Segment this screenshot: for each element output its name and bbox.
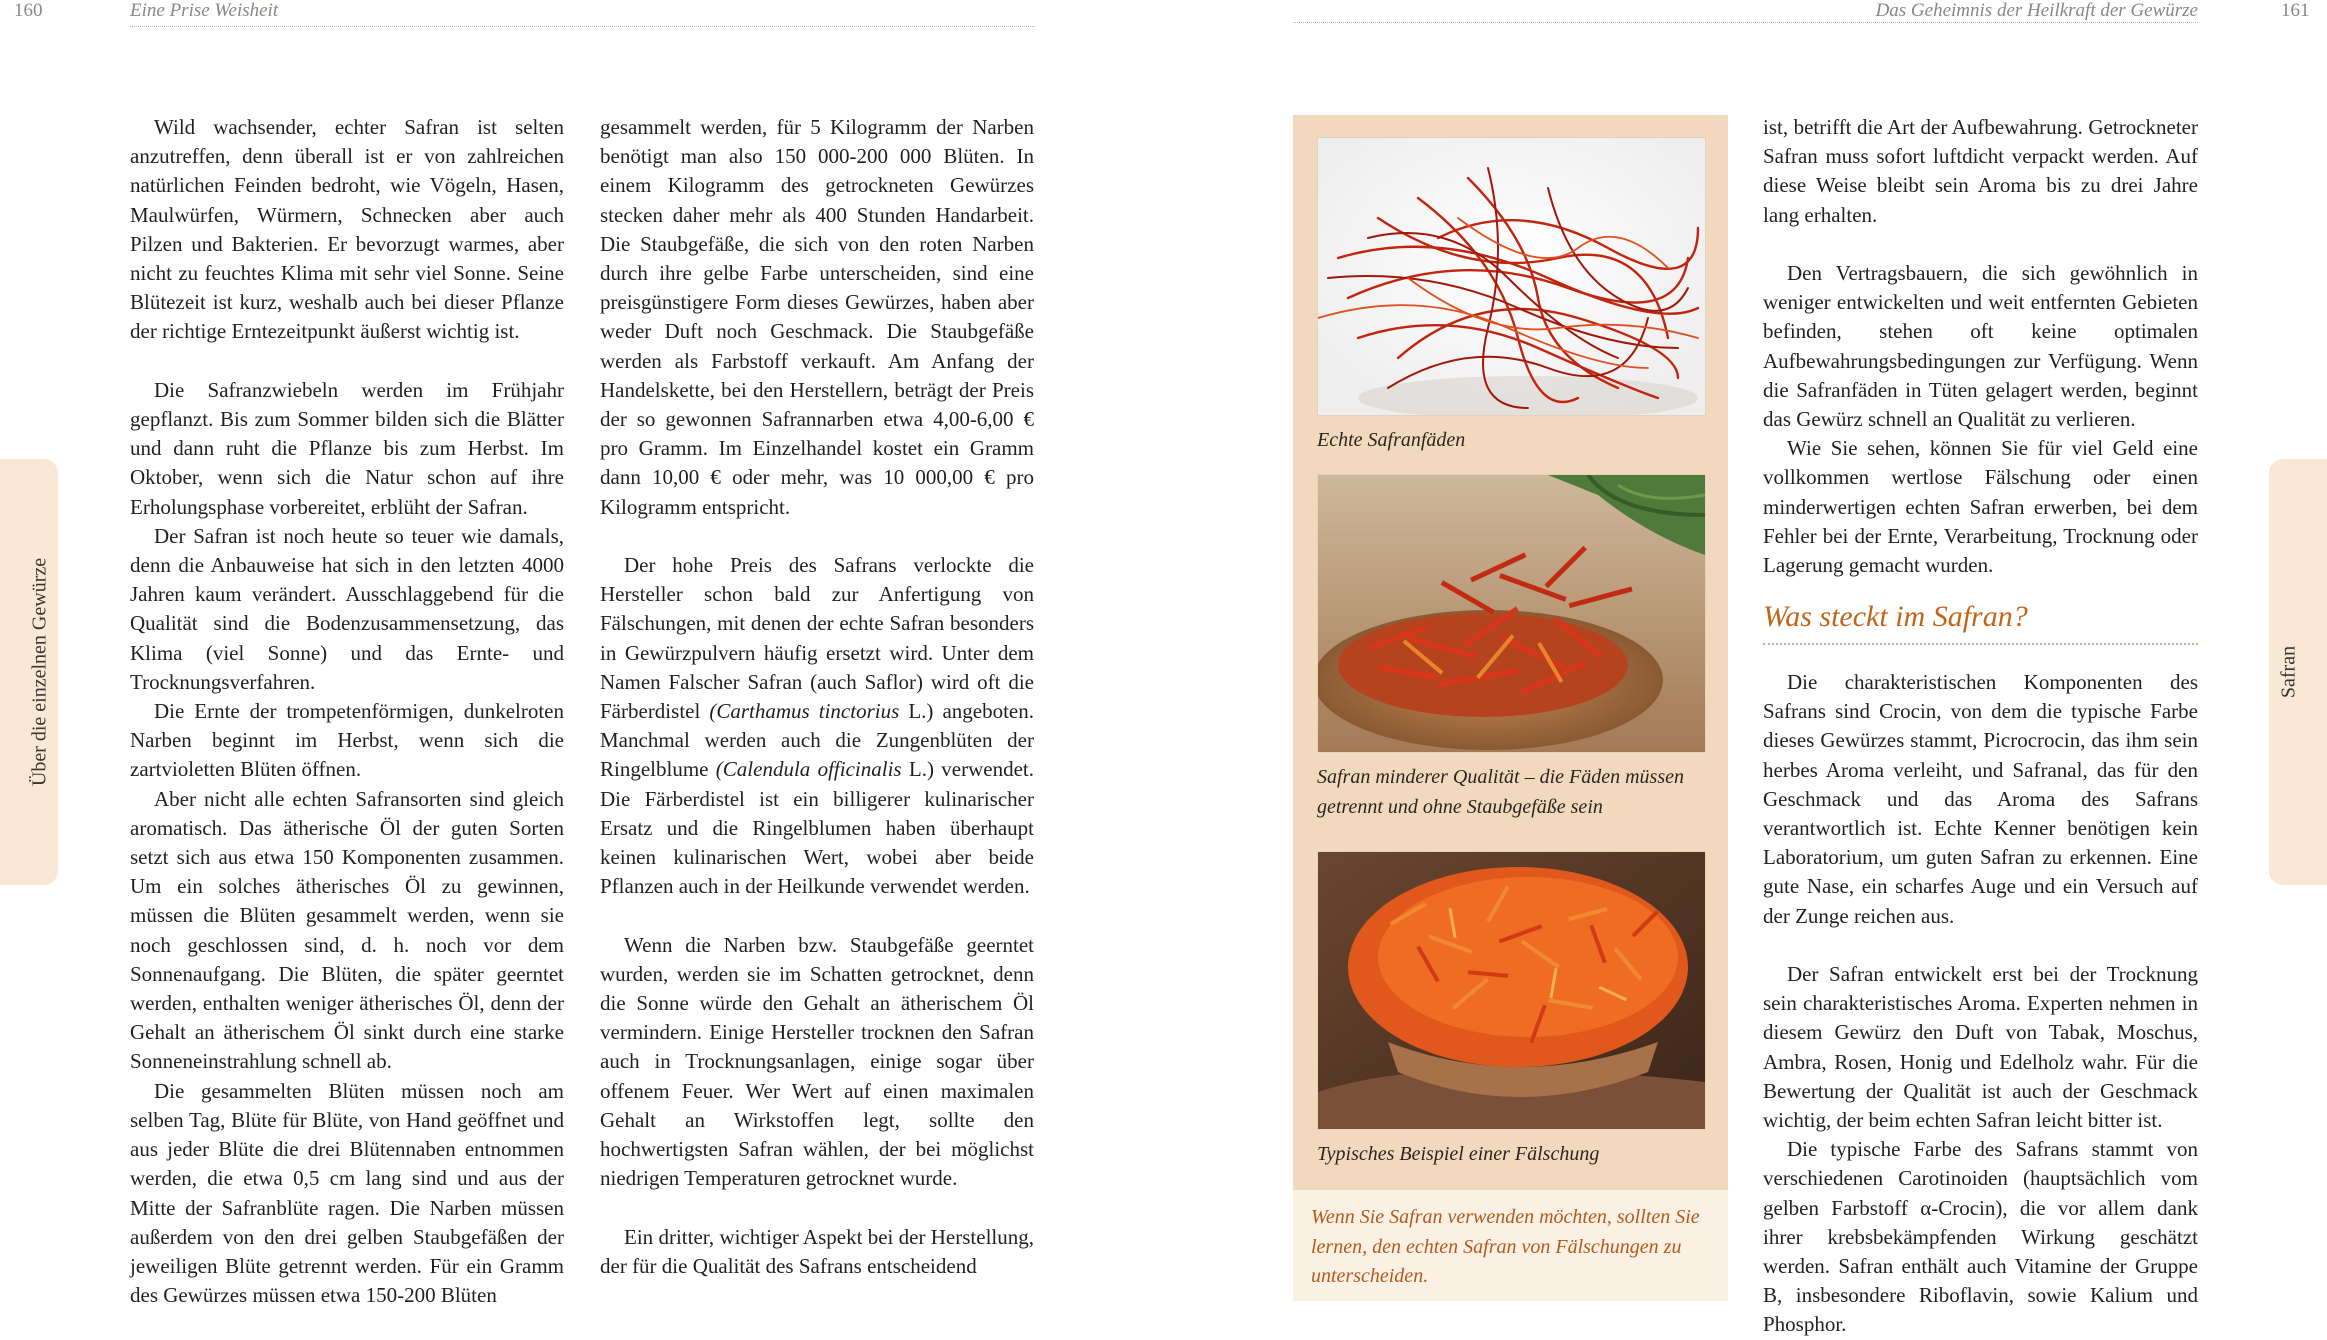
paragraph: Der Safran ist noch heute so teuer wie damals, denn die Anbauweise hat sich in den letzten 4000 Jahren kaum verändert. Ausschlaggebend für die Qualität sind die Bodenzusammensetzung, das Klima (viel Sonne) und das Ernte- und Trocknungsverfahren. xyxy=(130,523,564,694)
paragraph: Die gesammelten Blüten müssen noch am selben Tag, Blüte für Blüte, von Hand geöffnet und aus jeder Blüte die drei Blütennaben entnommen werden, die etwa 0,5 cm lang sind und aus der Mitte der Safranblüte ragen. Die Narben müssen außerdem von den drei gelben Staubgefäßen der jeweiligen Blüte getrennt werden. Für ein Gramm des Gewürzes müssen etwa 150-200 Blüten xyxy=(130,1078,564,1308)
caption-genuine-saffron: Echte Safranfäden xyxy=(1317,429,1466,451)
text-run: L.) verwendet. Die Färberdistel ist ein billigerer kulinarischer Ersatz und die Ringelblumen haben überhaupt keinen kulinarischen Wert, wobei aber beide Pflanzen auch in der Heilkunde verwendet werden. xyxy=(600,757,1034,899)
paragraph: Wie Sie sehen, können Sie für viel Geld eine vollkommen wertlose Fälschung oder einen minderwertigen echten Safran erwerben, bei dem Fehler bei der Ernte, Verarbeitung, Trocknung oder Lagerung gemacht wurden. xyxy=(1763,436,2198,578)
section-heading: Was steckt im Safran? xyxy=(1763,600,2028,633)
latin-name: (Carthamus tinctorius xyxy=(709,699,900,724)
paragraph: Die typische Farbe des Safrans stammt von verschiedenen Carotinoiden (hauptsächlich vom gelben Farbstoff α-Crocin), die vor allem dank ihrer krebsbekämpfenden Wirkung geschätzt werden. Safran enthält auch Vitamine der Gruppe B, insbesondere Riboflavin, sowie Kalium und Phosphor. xyxy=(1763,1137,2198,1337)
photo-counterfeit-saffron xyxy=(1317,851,1706,1130)
page-number-right: 161 xyxy=(2281,0,2310,21)
paragraph: Ein dritter, wichtiger Aspekt bei der Herstellung, der für die Qualität des Safrans entscheidend xyxy=(600,1224,1034,1278)
photo-inferior-saffron xyxy=(1317,474,1706,753)
paragraph: Die Ernte der trompetenförmigen, dunkelroten Narben beginnt im Herbst, wenn sich die zartvioletten Blüten öffnen. xyxy=(130,699,564,782)
header-rule-right xyxy=(1293,22,2198,23)
right-column-bottom xyxy=(1763,668,2198,1340)
caption-counterfeit-saffron: Typisches Beispiel einer Fälschung xyxy=(1317,1143,1600,1165)
page-number-left: 160 xyxy=(14,0,43,21)
paragraph: Wenn die Narben bzw. Staubgefäße geerntet wurden, werden sie im Schatten getrocknet, denn die Sonne würde den Gehalt an ätherischem Öl vermindern. Einige Hersteller trocknen den Safran auch in Trocknungsanlagen, einige sogar über offenem Feuer. Wer Wert auf einen maximalen Gehalt an Wirkstoffen legt, sollte den hochwertigsten Safran wählen, der bei möglichst niedrigen Temperaturen getrocknet wurde. xyxy=(600,932,1034,1191)
side-tab-right xyxy=(2269,459,2327,885)
paragraph: gesammelt werden, für 5 Kilogramm der Narben benötigt man also 150 000-200 000 Blüten. In einem Kilogramm des getrockneten Gewürzes stecken daher mehr als 400 Stunden Handarbeit. Die Staubgefäße, die sich von den roten Narben durch ihre gelbe Farbe unterscheiden, sind eine preisgünstigere Form dieses Gewürzes, haben aber weder Duft noch Geschmack. Die Staubgefäße werden als Farbstoff verkauft. Am Anfang der Handelskette, bei den Herstellern, beträgt der Preis der so gewonnen Safrannarben etwa 4,00-6,00 € pro Gramm. Im Einzelhandel kostet ein Gramm dann 10,00 € oder mehr, was 10 000,00 € pro Kilogramm entspricht. xyxy=(600,115,1034,519)
paragraph: Den Vertragsbauern, die sich gewöhnlich in weniger entwickelten und weit entfernten Gebieten befinden, stehen oft keine optimalen Aufbewahrungsbedingungen zur Verfügung. Wenn die Safranfäden in Tüten gelagert werden, beginnt das Gewürz schnell an Qualität zu verlieren. xyxy=(1763,261,2198,432)
left-column-2 xyxy=(600,113,1034,1281)
tip-text: Wenn Sie Safran verwenden möchten, sollten Sie lernen, den echten Safran von Fälschungen zu unterscheiden. xyxy=(1311,1206,1700,1287)
header-rule-left xyxy=(130,26,1035,27)
caption-inferior-saffron: Safran minderer Qualität – die Fäden müssen getrennt und ohne Staubgefäße sein xyxy=(1317,766,1685,818)
paragraph: Die charakteristischen Komponenten des Safrans sind Crocin, von dem die typische Farbe dieses Gewürzes stammt, Picrocrocin, das ihm sein herbes Aroma verleiht, und Safranal, das für den Geschmack und das Aroma des Safrans verantwortlich ist. Echte Kenner benötigen kein Laboratorium, um guten Safran zu erkennen. Eine gute Nase, ein scharfes Auge und ein Versuch auf der Zunge reichen aus. xyxy=(1763,670,2198,928)
paragraph: ist, betrifft die Art der Aufbewahrung. Getrockneter Safran muss sofort luftdicht verpackt werden. Auf diese Weise bleibt sein Aroma bis zu drei Jahre lang erhalten. xyxy=(1763,115,2198,227)
text-run: L.) angeboten. Manchmal werden auch die Zungenblüten der Ringelblume xyxy=(600,699,1034,782)
paragraph: Aber nicht alle echten Safransorten sind gleich aromatisch. Das ätherische Öl der guten Sorten setzt sich aus etwa 150 Komponenten zusammen. Um ein solches ätherisches Öl zu gewinnen, müssen die Blüten gesammelt werden, wenn sie noch geschlossen sind, d. h. noch vor dem Sonnenaufgang. Die Blüten, die später geerntet werden, enthalten weniger ätherisches Öl, denn der Gehalt an ätherischem Öl sinkt durch eine starke Sonneneinstrahlung schnell ab. xyxy=(130,786,564,1074)
running-head-left: Eine Prise Weisheit xyxy=(130,0,279,21)
paragraph: Wild wachsender, echter Safran ist selten anzutreffen, denn überall ist er von zahlreichen natürlichen Feinden bedroht, wie Vögeln, Hasen, Maulwürfen, Würmern, Schnecken aber auch Pilzen und Bakterien. Er bevorzugt warmes, aber nicht zu feuchtes Klima mit sehr viel Sonne. Seine Blütezeit ist kurz, weshalb auch bei dieser Pflanze der richtige Erntezeitpunkt äußerst wichtig ist. xyxy=(130,115,564,344)
paragraph: Die Safranzwiebeln werden im Frühjahr gepflanzt. Bis zum Sommer bilden sich die Blätter und dann ruht die Pflanze bis zum Herbst. Im Oktober, wenn sich die Natur schon auf ihre Erholungsphase vorbereitet, erblüht der Safran. xyxy=(130,377,564,519)
side-tab-left-label: Über die einzelnen Gewürze xyxy=(28,557,51,787)
photo-genuine-saffron xyxy=(1317,137,1706,416)
paragraph-counterfeits xyxy=(600,551,1034,901)
side-tab-right-label: Safran xyxy=(2277,645,2300,699)
heading-rule xyxy=(1763,643,2198,645)
text-run: Der hohe Preis des Safrans verlockte die Hersteller schon bald zur Anfertigung von Fälschungen, mit denen der echte Safran besonders in Gewürzpulvern häufig ersetzt wird. Unter dem Namen Falscher Safran (auch Saflor) wird oft die Färberdistel xyxy=(600,553,1034,724)
side-tab-left xyxy=(0,459,58,885)
paragraph: Der Safran entwickelt erst bei der Trocknung sein charakteristisches Aroma. Experten nehmen in diesem Gewürz den Duft von Tabak, Moschus, Ambra, Rosen, Honig und Edelholz wahr. Für die Bewertung der Qualität ist auch der Geschmack wichtig, der beim echten Safran leicht bitter ist. xyxy=(1763,962,2198,1133)
running-head-right: Das Geheimnis der Heilkraft der Gewürze xyxy=(1875,0,2198,21)
left-column-1 xyxy=(130,113,564,1310)
right-column-top xyxy=(1763,113,2198,580)
latin-name: (Calendula officinalis xyxy=(715,757,902,782)
